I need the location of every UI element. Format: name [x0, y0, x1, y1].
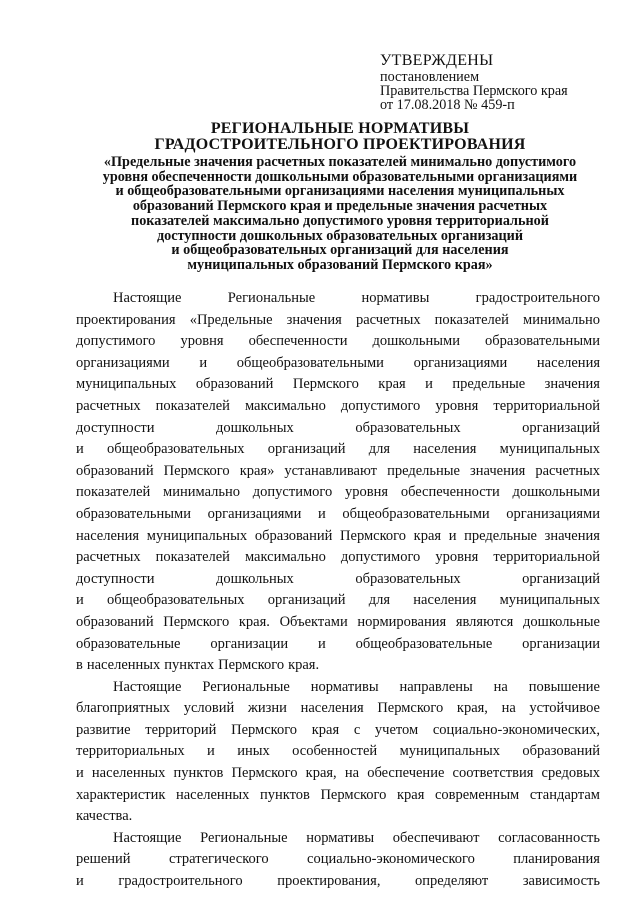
body-word: муниципальных [399, 743, 500, 760]
body-word: образовательных [355, 419, 461, 436]
body-word: образовательные [76, 635, 181, 652]
body-word: обеспеченности [400, 484, 500, 501]
body-word: благоприятных [76, 700, 171, 717]
body-word: Пермского [163, 462, 230, 479]
body-word: на [501, 700, 516, 717]
body-word: показателей [434, 311, 509, 328]
body-line [76, 785, 600, 807]
body-word: расчетных [355, 311, 421, 328]
body-word: и [199, 354, 208, 371]
body-word: уровня [435, 397, 479, 414]
body-word: на [344, 765, 360, 782]
body-word: организациями [413, 354, 508, 371]
body-word: общеобразовательные [355, 635, 493, 652]
body-word: края [311, 721, 340, 738]
body-word: нормативы [361, 290, 430, 306]
body-word: пунктах [164, 657, 215, 674]
body-word: нормативы [306, 829, 375, 846]
body-word: для [368, 592, 391, 609]
body-word: муниципальных [146, 527, 248, 544]
body-word: развитие [76, 721, 131, 738]
body-word: населенных [91, 765, 166, 782]
body-line [76, 396, 600, 418]
body-word: края [413, 527, 442, 544]
body-word: обеспечение [367, 765, 445, 782]
approval-heading: УТВЕРЖДЕНЫ [380, 52, 494, 69]
body-word: населения [413, 441, 477, 458]
body-word: Объектами [279, 613, 348, 630]
body-word: муниципальных [499, 592, 600, 609]
body-word: показателей [155, 397, 230, 414]
body-word: социально-экономических, [432, 721, 600, 738]
body-line [76, 439, 600, 461]
body-line [76, 547, 600, 569]
body-word: образовательных [355, 570, 461, 587]
body-word: Пермского [377, 700, 444, 717]
body-line [76, 504, 600, 526]
body-word: допустимого [76, 333, 156, 350]
body-line [76, 331, 600, 353]
body-word: доступности [76, 570, 155, 587]
body-word: на [493, 678, 508, 695]
body-line [76, 698, 600, 720]
body-word: показателей [76, 484, 151, 501]
body-word: территориальной [493, 549, 600, 566]
body-word: и [76, 765, 84, 782]
body-word: соответствия [452, 765, 534, 782]
body-word: определяют [415, 873, 489, 890]
body-word: доступности [76, 419, 155, 436]
body-word: особенностей [292, 743, 378, 760]
body-word: максимально [244, 549, 326, 566]
subtitle-line: муниципальных образований Пермского края» [187, 256, 493, 273]
body-word: жизни [247, 700, 287, 717]
body-word: с [353, 721, 361, 738]
body-word: и [207, 743, 215, 760]
body-word: Региональные [227, 290, 316, 306]
body-word: согласованность [498, 829, 600, 846]
body-word: минимально [163, 484, 241, 501]
body-word: нормирования [357, 613, 447, 630]
body-word: Пермского [231, 765, 298, 782]
body-word: иных [237, 743, 270, 760]
subtitle-line: доступности дошкольных образовательных организаций [156, 227, 524, 244]
body-word: образовательными [76, 505, 191, 522]
body-word: проектирования, [277, 873, 381, 890]
body-word: организациями [207, 505, 302, 522]
body-word: края, [305, 765, 337, 782]
title-line-1: РЕГИОНАЛЬНЫЕ НОРМАТИВЫ [210, 120, 470, 137]
body-word: допустимого [252, 484, 333, 501]
body-word: градостроительного [118, 873, 243, 890]
body-word: расчетных [76, 397, 141, 414]
body-word: края. [238, 613, 270, 630]
body-word: направлены [399, 678, 473, 695]
body-line [76, 849, 600, 871]
subtitle-line: «Предельные значения расчетных показателей минимально допустимого [103, 154, 577, 170]
body-word: муниципальных [499, 441, 600, 458]
body-line [76, 828, 600, 850]
body-word: края [396, 786, 425, 803]
body-line [76, 590, 600, 612]
body-word: качества. [76, 808, 133, 825]
body-line [76, 741, 600, 763]
body-word: социально-экономического [307, 851, 475, 868]
body-word: и [76, 592, 84, 609]
body-word: современным [434, 786, 520, 803]
body-word: организаций [522, 570, 600, 587]
body-word: организаций [267, 592, 346, 609]
subtitle-line: и общеобразовательных организаций для населения [171, 242, 509, 259]
body-word: «Предельные [189, 311, 273, 328]
body-word: стандартам [529, 786, 600, 803]
body-word: пунктов [173, 765, 224, 782]
body-word: и [318, 635, 326, 652]
body-word: условий [183, 700, 235, 717]
body-word: населения [413, 592, 477, 609]
body-word: и [425, 376, 433, 393]
body-word: населенных [86, 657, 161, 674]
body-word: в [76, 657, 83, 674]
body-line [76, 634, 600, 656]
body-line [76, 569, 600, 591]
body-line [76, 763, 600, 785]
body-word: края. [288, 657, 320, 674]
body-word: дошкольные [523, 613, 600, 630]
body-word: общеобразовательных [106, 592, 245, 609]
document-title [60, 121, 620, 153]
body-word: и [76, 873, 84, 890]
body-word: допустимого [340, 549, 421, 566]
body-word: организации [210, 635, 289, 652]
body-word: Настоящие [113, 678, 182, 695]
body-word: обеспечивают [392, 829, 480, 846]
body-word: средовых [541, 765, 600, 782]
body-word: и [448, 527, 457, 544]
body-word: характеристик [76, 786, 166, 803]
body-word: значения [544, 376, 600, 393]
body-word: населения [76, 527, 140, 544]
body-word: расчетных [76, 549, 141, 566]
body-word: уровня [435, 549, 479, 566]
body-word: зависимость [522, 873, 600, 890]
body-line [76, 806, 600, 828]
body-word: расчетных [535, 462, 600, 479]
body-word: дошкольных [216, 419, 294, 436]
body-word: образовательными [485, 333, 600, 350]
body-word: организаций [522, 419, 600, 436]
body-word: организациями [506, 505, 600, 522]
approval-line-2: Правительства Пермского края [380, 83, 568, 99]
body-word: территориальной [493, 397, 600, 414]
approval-line-3: от 17.08.2018 № 459-п [380, 97, 515, 113]
body-word: проектирования [76, 311, 176, 328]
body-word: пунктов [260, 786, 310, 803]
body-word: для [368, 441, 391, 458]
body-word: образований [76, 613, 154, 630]
subtitle-line: показателей максимально допустимого уровня территориальной [131, 212, 549, 229]
body-word: решений [76, 851, 131, 868]
body-word: края» [239, 462, 275, 479]
body-line [76, 353, 600, 375]
scan-edge-marks [30, 893, 610, 897]
body-word: планирования [513, 851, 600, 868]
body-line [76, 655, 600, 677]
body-word: территориальных [76, 743, 185, 760]
body-word: минимально [523, 311, 600, 328]
body-line [76, 310, 600, 332]
body-line [76, 526, 600, 548]
body-word: максимально [244, 397, 326, 414]
approval-stamp [380, 52, 630, 112]
body-line [76, 677, 600, 699]
body-word: организации [522, 635, 600, 652]
body-word: дошкольными [512, 484, 600, 501]
body-word: Пермского [218, 657, 285, 674]
body-word: Региональные [202, 678, 290, 695]
body-word: территорий [145, 721, 217, 738]
body-word: устойчивое [529, 700, 600, 717]
body-word: населения [300, 700, 364, 717]
body-word: являются [455, 613, 514, 630]
body-word: края [378, 376, 406, 393]
body-word: градостроительного [475, 290, 600, 306]
body-word: организациями [76, 354, 170, 371]
body-word: организаций [267, 441, 346, 458]
body-line [76, 871, 600, 893]
body-word: показателей [155, 549, 230, 566]
body-line [76, 288, 600, 310]
body-word: предельные [387, 462, 460, 479]
title-line-2: ГРАДОСТРОИТЕЛЬНОГО ПРОЕКТИРОВАНИЯ [154, 136, 526, 153]
body-word: образований [254, 527, 333, 544]
body-word: муниципальных [76, 376, 177, 393]
body-word: значения [544, 527, 600, 544]
body-word: населения [536, 354, 600, 371]
body-line [76, 418, 600, 440]
body-line [76, 482, 600, 504]
subtitle-line: уровня обеспеченности дошкольными образовательными организациями [102, 168, 578, 185]
body-word: края, [456, 700, 488, 717]
body-word: общеобразовательных [106, 441, 245, 458]
body-word: образований [522, 743, 600, 760]
body-word: Пермского [163, 613, 230, 630]
body-text [76, 288, 600, 893]
body-word: и [318, 505, 326, 522]
body-word: обеспеченности [248, 333, 348, 350]
subtitle-line: образований Пермского края и предельные значения расчетных [132, 198, 548, 215]
body-word: Пермского [231, 721, 298, 738]
body-word: стратегического [168, 851, 269, 868]
body-word: Настоящие [113, 290, 182, 306]
body-word: предельные [464, 527, 537, 544]
body-word: Региональные [200, 829, 288, 846]
body-line [76, 612, 600, 634]
document-subtitle [66, 155, 614, 273]
body-word: уровня [180, 333, 224, 350]
body-word: и [76, 441, 84, 458]
body-line [76, 374, 600, 396]
body-word: Пермского [320, 786, 387, 803]
body-word: образований [76, 462, 154, 479]
body-word: Пермского [340, 527, 406, 544]
body-word: значения [286, 311, 342, 328]
body-word: общеобразовательными [236, 354, 384, 371]
body-word: нормативы [310, 678, 379, 695]
body-word: Настоящие [113, 829, 182, 846]
body-word: общеобразовательными [342, 505, 490, 522]
body-word: повышение [528, 678, 600, 695]
approval-line-1: постановлением [380, 69, 480, 85]
body-word: устанавливают [284, 462, 377, 479]
subtitle-line: и общеобразовательными организациями населения муниципальных [115, 183, 565, 200]
body-line [76, 720, 600, 742]
body-word: дошкольных [216, 570, 294, 587]
body-word: дошкольными [372, 333, 460, 350]
body-word: значения [470, 462, 526, 479]
body-word: предельные [452, 376, 526, 393]
body-word: населенных [175, 786, 250, 803]
body-line [76, 461, 600, 483]
body-word: Пермского [292, 376, 359, 393]
body-word: учетом [374, 721, 419, 738]
body-word: образований [195, 376, 274, 393]
body-word: уровня [345, 484, 389, 501]
body-word: допустимого [340, 397, 421, 414]
